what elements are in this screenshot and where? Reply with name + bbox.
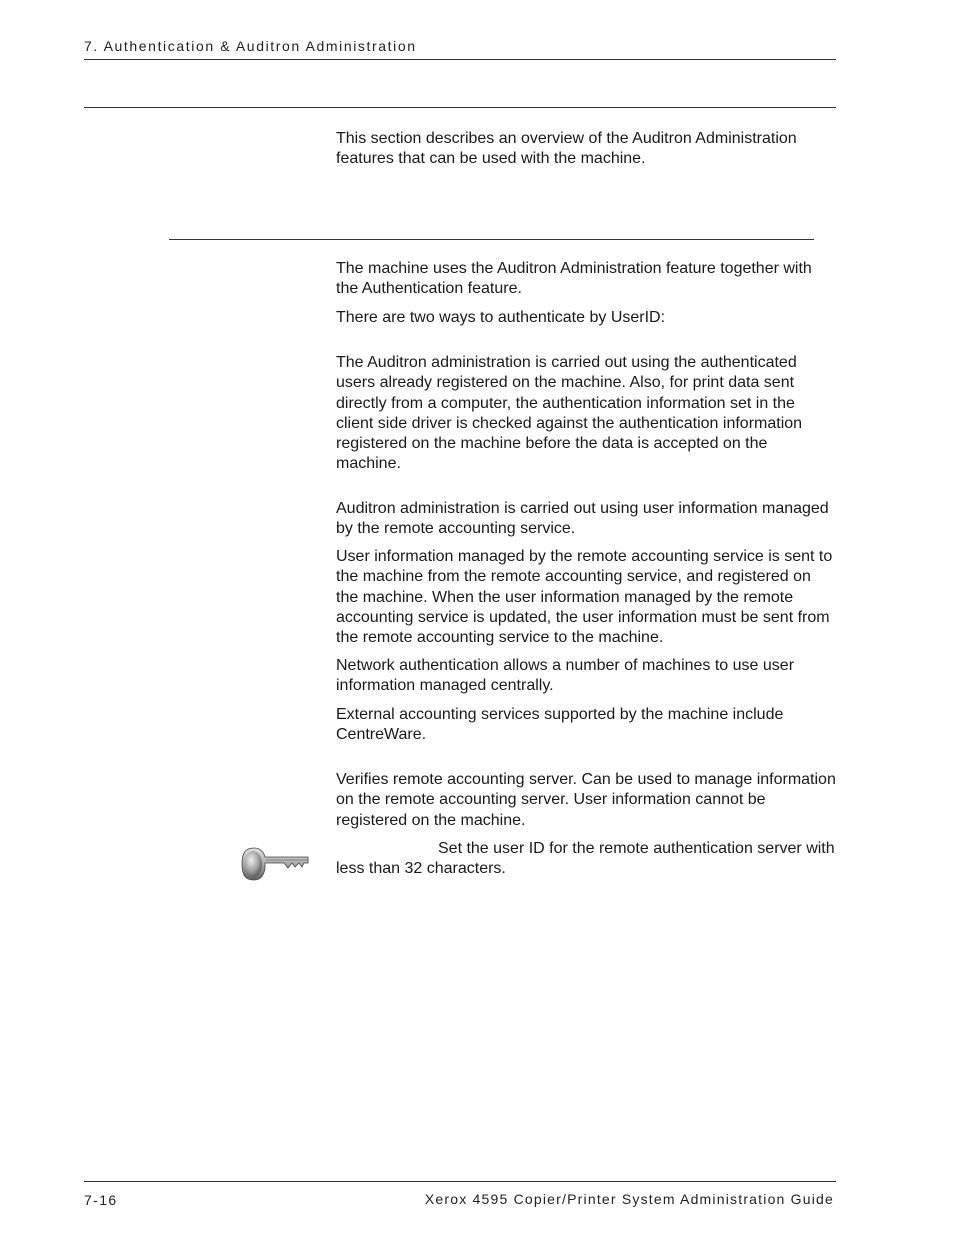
intro-paragraph: This section describes an overview of the Auditron Administration features that can be used with the machine.: [336, 130, 797, 168]
body-paragraph: Verifies remote accounting server. Can be used to manage information on the remote accounting server. User information cannot be registered on the machine.: [336, 771, 836, 829]
section-rule: [84, 107, 836, 108]
header-rule: [84, 59, 836, 60]
book-title: Xerox 4595 Copier/Printer System Administration Guide: [424, 1191, 834, 1207]
body-paragraph: The machine uses the Auditron Administration feature together with the Authentication feature.: [336, 260, 812, 298]
key-icon: [240, 846, 310, 882]
body-paragraph: User information managed by the remote accounting service is sent to the machine from the remote accounting service, and registered on the machine. When the user information managed by the remote accounting service is updated, the user information must be sent from the remote accounting service to the machine.: [336, 548, 833, 647]
note-text: Set the user ID for the remote authentication server with less than 32 characters.: [336, 840, 835, 878]
body-paragraph: The Auditron administration is carried out using the authenticated users already registered on the machine. Also, for print data sent directly from a computer, the authentication information set in the client side driver is checked against the authentication information registered on the machine before the data is accepted on the machine.: [336, 354, 803, 473]
body-paragraph: External accounting services supported by the machine include CentreWare.: [336, 706, 784, 744]
body-paragraph: Auditron administration is carried out using user information managed by the remote accounting service.: [336, 500, 829, 538]
body-paragraph: Network authentication allows a number of machines to use user information managed centrally.: [336, 657, 795, 695]
running-header: 7. Authentication & Auditron Administration: [84, 38, 417, 54]
footer-rule: [84, 1181, 836, 1182]
body-paragraph: There are two ways to authenticate by UserID:: [336, 309, 666, 326]
page-number: 7-16: [84, 1192, 118, 1208]
subsection-rule: [169, 239, 814, 240]
